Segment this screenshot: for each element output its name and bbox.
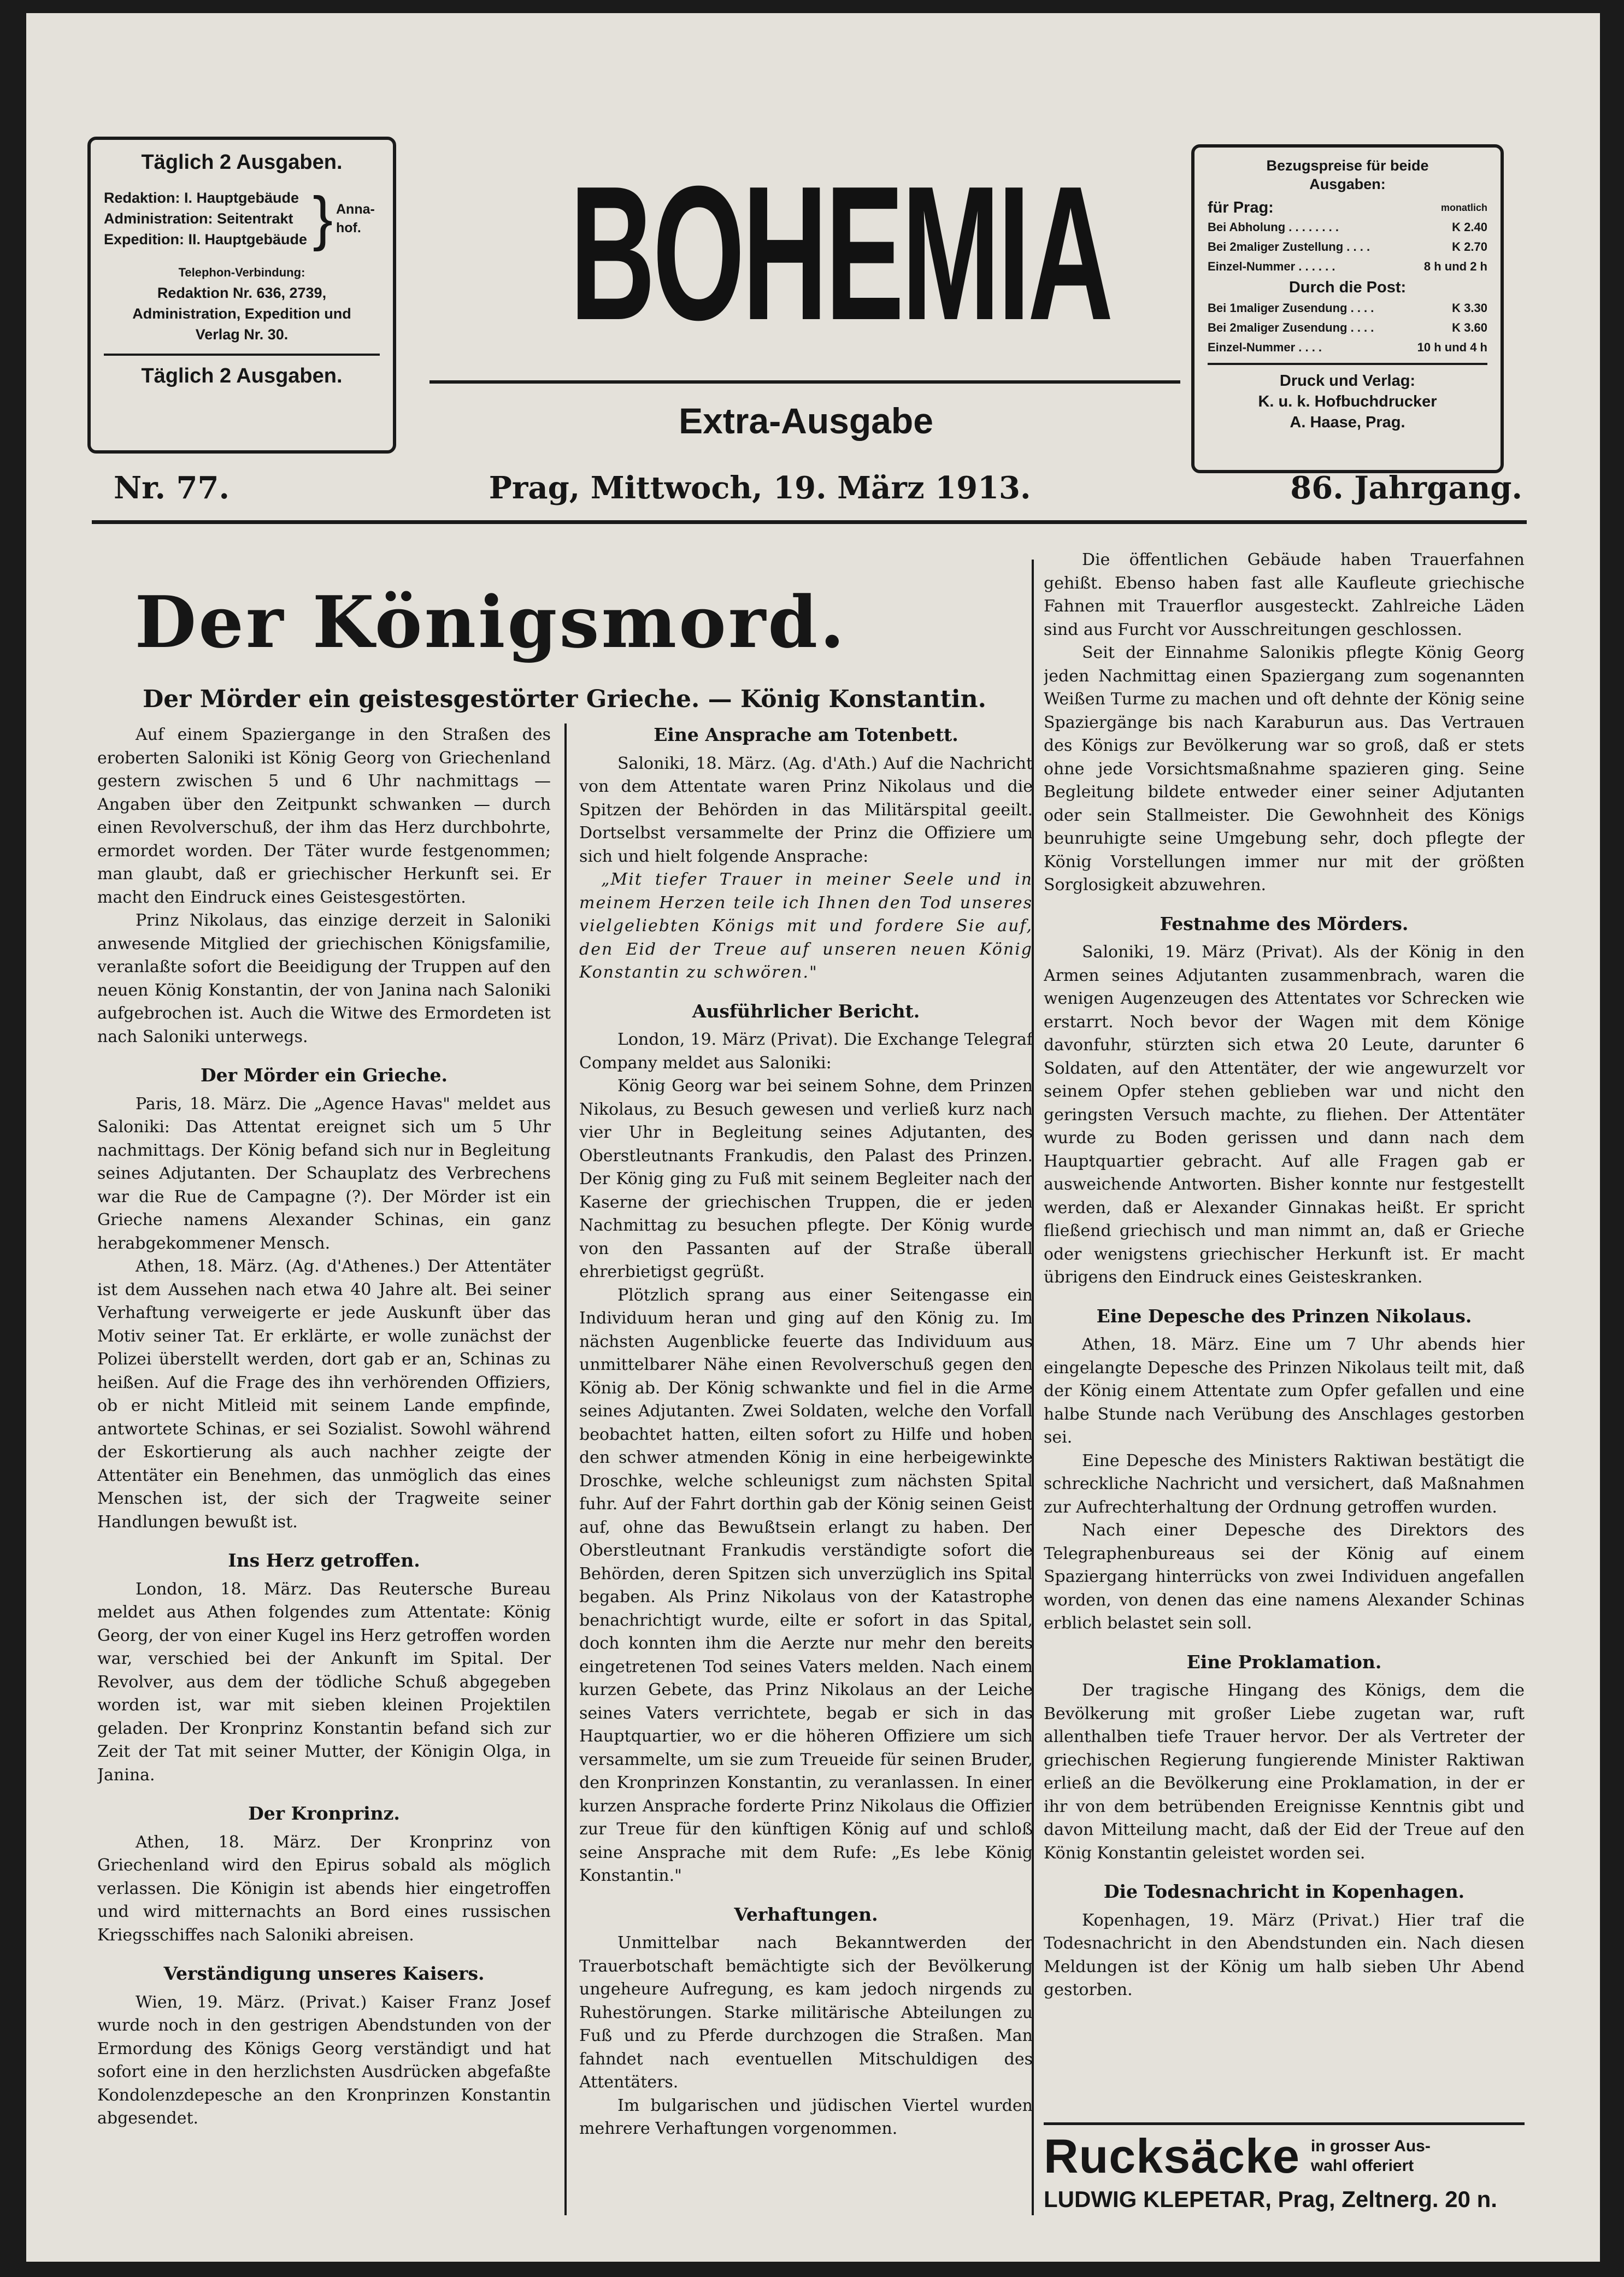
article-paragraph: Athen, 18. März. Eine um 7 Uhr abends hier eingelangte Depesche des Prinzen Nikolaus teilt mit, daß der König einem Attentate zum Opfer gefallen und eine halbe Stunde nach Verübung des Anschlages gestorben sei. [1044, 1335, 1525, 1447]
annahof-label: Anna-hof. [336, 202, 375, 236]
price-row [1208, 338, 1487, 357]
article-paragraph: König Georg war bei seinem Sohne, dem Prinzen Nikolaus, zu Besuch gewesen und verließ kurz nach vier Uhr in Begleitung seines Adjutanten, des Oberstleutnants Frankudis, den Palast des Prinzen. Der König ging zu Fuß mit seinem Begleiter nach der Kaserne der griechischen Truppen, die er jeden Nachmittag zu besuchen pflegte. Der König wurde von den Passanten auf der Straße überall ehrerbietigst gegrüßt. [579, 1076, 1033, 1281]
prag-label: für Prag: [1208, 199, 1274, 216]
printer-1: Druck und Verlag: [1279, 372, 1416, 390]
price-label: Bei 1maliger Zusendung . . . . [1208, 301, 1374, 315]
price-value: 10 h und 4 h [1417, 340, 1487, 354]
section-heading: Ausführlicher Bericht. [692, 1000, 920, 1022]
column-a [97, 723, 551, 2262]
price-row [1208, 298, 1487, 318]
section-heading: Der Kronprinz. [248, 1803, 400, 1824]
price-box [1191, 144, 1504, 473]
volume-year: 86. Jahrgang. [1290, 470, 1522, 506]
article-paragraph: Saloniki, 18. März. (Ag. d'Ath.) Auf die Nachricht von dem Attentate waren Prinz Nikolaus und die Spitzen der Behörden in das Militärspital geeilt. Dortselbst versammelte der Prinz die Offiziere um sich und hielt folgende Ansprache: [579, 754, 1033, 866]
printer-3: A. Haase, Prag. [1290, 414, 1405, 431]
price-value: K 3.60 [1452, 321, 1487, 334]
article-paragraph: London, 19. März (Privat). Die Exchange Telegraf Company meldet aus Saloniki: [579, 1030, 1033, 1073]
article-paragraph: Auf einem Spaziergange in den Straßen des eroberten Saloniki ist König Georg von Griechenland gestern zwischen 5 und 6 Uhr nachmittags — Angaben über den Zeitpunkt schwanken — durch einen Revolverschuß, der ihm das Herz durchbohrte, ermordet worden. Der Täter wurde festgenommen; man glaubt, daß er griechischer Herkunft sei. Er macht den Eindruck eines Geistesgestörten. [97, 725, 551, 907]
headline: Der Königsmord. [134, 580, 847, 664]
article-paragraph: Im bulgarischen und jüdischen Viertel wurden mehrere Verhaftungen vorgenommen. [579, 2096, 1033, 2138]
newspaper-page [26, 13, 1600, 2262]
article-paragraph: Athen, 18. März. (Ag. d'Athenes.) Der Attentäter ist dem Aussehen nach etwa 40 Jahre alt. Bei seiner Verhaftung verweigerte er jede Auskunft über das Motiv seiner Tat. Er erklärte, er wolle zunächst der Polizei überstellt werden, dort gab er an, Schinas zu heißen. Auf die Frage des ihn verhörenden Offiziers, ob er nicht Mitleid mit seinem Lande empfinde, antwortete Schinas, er sei Sozialist. Sowohl während der Eskortierung als auch nachher zeigte der Attentäter ein Benehmen, das unmöglich das eines Menschen ist, der sich der Tragweite seiner Handlungen bewußt ist. [97, 1257, 551, 1532]
price-value: K 3.30 [1452, 301, 1487, 315]
column-rule [564, 723, 567, 2215]
article-paragraph: London, 18. März. Das Reutersche Bureau meldet aus Athen folgendes zum Attentate: König Georg, der von einer Kugel ins Herz getroffen worden war, verschied bei der Ankunft im Spital. Der Revolver, aus dem der tödliche Schuß abgegeben worden ist, war mit sieben kleinen Projektilen geladen. Der Kronprinz Konstantin befand sich zur Zeit der Tat mit seiner Mutter, der Königin Olga, in Janina. [97, 1579, 551, 1785]
ad-address: LUDWIG KLEPETAR, Prag, Zeltnerg. 20 n. [1044, 2186, 1497, 2212]
column-b [579, 723, 1033, 2262]
price-label: Einzel-Nummer . . . . [1208, 340, 1322, 354]
section-heading: Verständigung unseres Kaisers. [163, 1963, 485, 1984]
masthead-rule [429, 380, 1180, 384]
section-heading: Festnahme des Mörders. [1160, 913, 1409, 934]
section-heading: Ins Herz getroffen. [228, 1550, 420, 1571]
ad-side-line: wahl offeriert [1310, 2157, 1414, 2175]
price-value: 8 h und 2 h [1423, 260, 1487, 273]
box-divider [1208, 363, 1487, 365]
dateline-rule [92, 520, 1527, 524]
subhead: Der Mörder ein geistesgestörter Grieche. — König Konstantin. [143, 685, 986, 713]
article-paragraph: Die öffentlichen Gebäude haben Trauerfahnen gehißt. Ebenso haben fast alle Kaufleute griechische Fahnen mit Trauerflor ausgesteckt. Zahlreiche Läden sind aus Furcht vor Ausschreitungen geschlossen. [1044, 550, 1525, 639]
editions-top: Täglich 2 Ausgaben. [141, 151, 343, 174]
section-heading: Eine Proklamation. [1186, 1651, 1382, 1673]
column-c [1044, 549, 1525, 2111]
price-title-2: Ausgaben: [1309, 176, 1386, 192]
price-value: K 2.70 [1452, 240, 1487, 254]
article-paragraph: Unmittelbar nach Bekanntwerden der Trauerbotschaft bemächtigte sich der Bevölkerung ungeheure Aufregung, es kam jedoch nirgends zu Ruhestörungen. Starke militärische Abteilungen zu Fuß und zu Pferde durchzogen die Straßen. Man fahndet nach eventuellen Mitschuldigen des Attentäters. [579, 1933, 1033, 2092]
prag-unit: monatlich [1440, 202, 1487, 213]
phone-title: Telephon-Verbindung: [178, 266, 305, 279]
address-block [104, 187, 380, 250]
section-heading: Eine Depesche des Prinzen Nikolaus. [1096, 1305, 1472, 1327]
article-paragraph: Saloniki, 19. März (Privat). Als der König in den Armen seines Adjutanten zusammenbrach, waren die wenigen Augenzeugen des Attentates vor Schrecken wie erstarrt. Noch bevor der Wagen mit dem Könige davonfuhr, stürzten sich etwa 20 Leute, darunter 6 Soldaten, auf den Attentäter, der wie angewurzelt vor seinem Opfer stehen geblieben war und nicht den geringsten Versuch machte, zu fliehen. Der Attentäter wurde zu Boden gerissen und dann nach dem Hauptquartier gebracht. Auf alle Fragen gab er ausweichende Antworten. Bisher konnte nur festgestellt werden, daß er Alexander Ginnakas heißt. Er spricht fließend griechisch und man nimmt an, daß er Grieche oder wenigstens griechischer Herkunft ist. Er macht übrigens den Eindruck eines Geisteskranken. [1044, 943, 1525, 1287]
phone-line-3: Verlag Nr. 30. [195, 326, 289, 343]
address-row: Expedition: II. Hauptgebäude [104, 231, 308, 248]
dateline [114, 464, 1522, 511]
price-title-1: Bezugspreise für beide [1266, 157, 1429, 174]
address-row: Administration: Seitentrakt [104, 210, 293, 227]
section-heading: Verhaftungen. [734, 1903, 878, 1925]
box-divider [104, 354, 380, 356]
article-paragraph: Der tragische Hingang des Königs, dem die Bevölkerung mit großer Liebe zugetan war, ruft allenthalben tiefe Trauer hervor. Der als Vertreter der griechischen Regierung fungierende Minister Raktiwan erließ an die Bevölkerung eine Proklamation, in der er ihr von dem betrübenden Ereignisse Kenntnis gibt und davon Mitteilung macht, daß der Eid der Treue auf den König Konstantin geleistet worden sei. [1044, 1681, 1525, 1863]
ad-headline: Rucksäcke [1044, 2129, 1300, 2183]
office-info-box [87, 137, 396, 454]
advertisement [1044, 2122, 1525, 2237]
price-label: Einzel-Nummer . . . . . . [1208, 260, 1335, 273]
edition-label: Extra-Ausgabe [679, 401, 933, 441]
article-paragraph: Athen, 18. März. Der Kronprinz von Griechenland wird den Epirus sobald als möglich verlassen. Die Königin ist abends hier eingetroffen und wird mitternachts an Bord eines russischen Kriegsschiffes nach Saloniki abreisen. [97, 1832, 551, 1945]
post-label: Durch die Post: [1288, 279, 1407, 296]
article-paragraph: Paris, 18. März. Die „Agence Havas" meldet aus Saloniki: Das Attentat ereignet sich um 5 Uhr nachmittags. Der König befand sich nur in Begleitung seines Adjutanten. Der Schauplatz des Verbrechens war die Rue de Campagne (?). Der Mörder ist ein Grieche namens Alexander Schinas, ein ganz herabgekommener Mensch. [97, 1094, 551, 1253]
price-label: Bei 2maliger Zustellung . . . . [1208, 240, 1370, 254]
masthead-title: BOHEMIA [569, 146, 1111, 360]
section-heading: Der Mörder ein Grieche. [200, 1064, 448, 1086]
printer-2: K. u. k. Hofbuchdrucker [1258, 393, 1437, 410]
price-row [1208, 257, 1487, 276]
article-paragraph: Nach einer Depesche des Direktors des Telegraphenbureaus sei der König auf einem Spaziergang hinterrücks von zwei Individuen angefallen worden, von denen das eine namens Alexander Schinas erblich belastet sein soll. [1044, 1521, 1525, 1633]
ad-side-line: in grosser Aus- [1310, 2137, 1431, 2155]
editions-bottom: Täglich 2 Ausgaben. [141, 364, 343, 387]
article-paragraph: Eine Depesche des Ministers Raktiwan bestätigt die schreckliche Nachricht und versichert, daß Maßnahmen zur Aufrechterhaltung der Ordnung getroffen wurden. [1044, 1451, 1525, 1517]
article-paragraph: Prinz Nikolaus, das einzige derzeit in Saloniki anwesende Mitglied der griechischen Königsfamilie, veranlaßte sofort die Beeidigung der Truppen auf den neuen König Konstantin, der von Janina nach Saloniki aufgebrochen ist. Auch die Witwe des Ermordeten ist nach Saloniki unterwegs. [97, 911, 551, 1046]
price-row [1208, 318, 1487, 338]
issue-date: Prag, Mittwoch, 19. März 1913. [489, 470, 1031, 506]
issue-number: Nr. 77. [114, 470, 230, 506]
article-paragraph: Seit der Einnahme Salonikis pflegte König Georg jeden Nachmittag einen Spaziergang zum sogenannten Weißen Turme zu machen und oft dehnte der König seine Spaziergänge bis nach Karaburun aus. Das Vertrauen des Königs zur Bevölkerung war so groß, daß er stets ohne jede Vorsichtsmaßnahme spazieren ging. Seine Begleitung bildete entweder einer seiner Adjutanten oder sein Stallmeister. Die Gewohnheit des Königs beunruhigte seine Umgebung sehr, doch pflegte der König Vorstellungen immer nur mit der größten Sorglosigkeit abzuwehren. [1044, 643, 1525, 895]
quoted-speech: „Mit tiefer Trauer in meiner Seele und in meinem Herzen teile ich Ihnen den Tod unseres vielgeliebten Königs mit und fordere Sie auf, den Eid der Treue auf unseren neuen König Konstantin zu schwören." [579, 870, 1033, 982]
article-paragraph: Kopenhagen, 19. März (Privat.) Hier traf die Todesnachricht in den Abendstunden ein. Nach diesen Meldungen ist der König um halb sieben Uhr Abend gestorben. [1044, 1910, 1525, 1999]
article-paragraph: Wien, 19. März. (Privat.) Kaiser Franz Josef wurde noch in den gestrigen Abendstunden von der Ermordung des Königs Georg verständigt und hat sofort eine in den herzlichsten Ausdrücken abgefaßte Kondolenzdepesche an den Kronprinzen Konstantin abgesendet. [97, 1992, 551, 2128]
section-heading: Die Todesnachricht in Kopenhagen. [1103, 1881, 1465, 1902]
brace-glyph: } [313, 185, 333, 252]
section-heading: Eine Ansprache am Totenbett. [654, 724, 958, 745]
price-value: K 2.40 [1452, 220, 1487, 234]
price-label: Bei 2maliger Zusendung . . . . [1208, 321, 1374, 334]
phone-line-1: Redaktion Nr. 636, 2739, [157, 285, 327, 301]
price-label: Bei Abholung . . . . . . . . [1208, 220, 1339, 234]
price-row [1208, 217, 1487, 237]
article-paragraph: Plötzlich sprang aus einer Seitengasse ein Individuum heran und ging auf den König zu. Im nächsten Augenblicke feuerte das Individuum aus unmittelbarer Nähe einen Revolverschuß gegen den König ab. Der König schwankte und fiel in die Arme seines Adjutanten. Zwei Soldaten, welche den Vorfall beobachtet hatten, eilten sofort zu Hilfe und hoben den schwer atmenden König in eine herbeigewinkte Droschke, welche schleunigst zum nächsten Spital fuhr. Auf der Fahrt dorthin gab der König seinen Geist auf, ohne das Bewußtsein erlangt zu haben. Der Oberstleutnant Frankudis verständigte sofort die Behörden, deren Spitzen sich unverzüglich ins Spital begaben. Als Prinz Nikolaus von der Katastrophe benachrichtigt wurde, eilte er sofort in das Spital, doch konnten ihm die Aerzte nur mehr den bereits eingetretenen Tod seines Vaters melden. Nach einem kurzen Gebete, das Prinz Nikolaus an der Leiche seines Vaters verrichtete, begab er sich in das Hauptquartier, wo er die höheren Offiziere um sich versammelte, um sie zum Treueide für seinen Bruder, den Kronprinzen Konstantin, zu veranlassen. In einer kurzen Ansprache forderte Prinz Nikolaus die Offizier zur Treue für den künftigen König auf und schloß seine Ansprache mit dem Rufe: „Es lebe König Konstantin." [579, 1285, 1033, 1885]
address-row: Redaktion: I. Hauptgebäude [104, 190, 299, 206]
price-row [1208, 237, 1487, 257]
phone-line-2: Administration, Expedition und [132, 305, 351, 322]
